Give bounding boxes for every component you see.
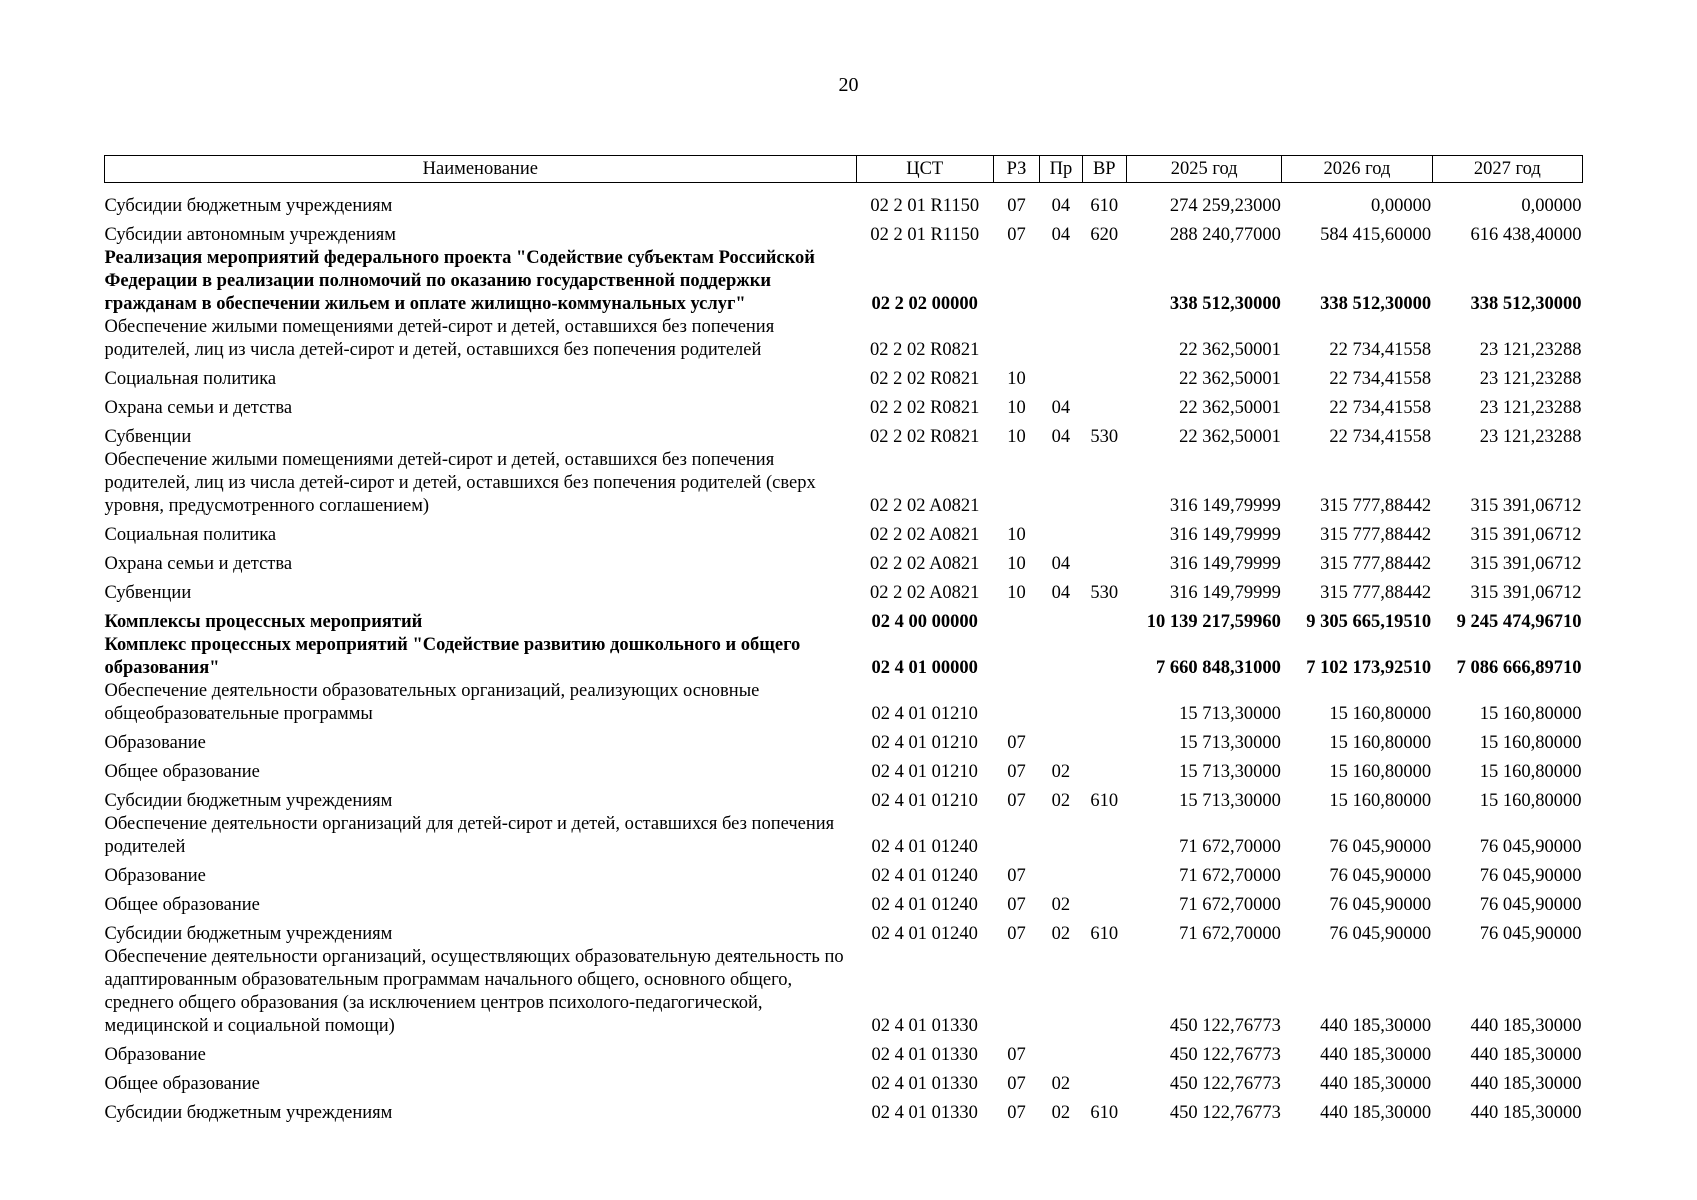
cell-2025: 71 672,70000 xyxy=(1179,866,1281,886)
cell-2025: 7 660 848,31000 xyxy=(1155,658,1281,678)
header-2026: 2026 год xyxy=(1282,156,1432,183)
cell-2027: 15 160,80000 xyxy=(1479,791,1582,811)
table-body xyxy=(105,183,1583,1126)
cell-2025: 450 122,76773 xyxy=(1169,1103,1281,1123)
cell-name: Обеспечение деятельности образовательных организаций, реализующих основные общеобразовательные программы xyxy=(104,681,760,724)
cell-rz: 07 xyxy=(1007,225,1026,245)
cell-vr: 620 xyxy=(1090,225,1119,245)
cell-2026: 22 734,41558 xyxy=(1329,369,1432,389)
cell-2026: 0,00000 xyxy=(1371,196,1432,216)
cell-rz: 07 xyxy=(1007,1074,1026,1094)
cell-vr xyxy=(1082,605,1126,634)
cell-cst: 02 4 01 01240 xyxy=(871,895,978,915)
cell-2025: 71 672,70000 xyxy=(1179,837,1281,857)
cell-name: Обеспечение жилыми помещениями детей-сирот и детей, оставшихся без попечения родителей, лиц из числа детей-сирот и детей, оставшихся без попечения родителей xyxy=(104,317,775,360)
cell-cst: 02 4 01 01210 xyxy=(871,704,978,724)
cell-vr xyxy=(1082,247,1126,316)
cell-name: Общее образование xyxy=(104,1074,260,1094)
cell-2026: 15 160,80000 xyxy=(1329,704,1432,724)
cell-pr: 02 xyxy=(1051,791,1071,811)
table-row xyxy=(105,576,1583,605)
cell-vr: 610 xyxy=(1090,924,1119,944)
cell-vr xyxy=(1082,316,1126,362)
cell-name: Субсидии автономным учреждениям xyxy=(104,225,396,245)
cell-2026: 440 185,30000 xyxy=(1320,1045,1432,1065)
table-row xyxy=(105,784,1583,813)
cell-2027: 315 391,06712 xyxy=(1470,496,1582,516)
cell-2026: 315 777,88442 xyxy=(1320,583,1432,603)
cell-2027: 315 391,06712 xyxy=(1470,554,1582,574)
cell-2026: 440 185,30000 xyxy=(1320,1074,1432,1094)
cell-2025: 316 149,79999 xyxy=(1169,583,1281,603)
table-row xyxy=(105,218,1583,247)
cell-2027: 440 185,30000 xyxy=(1470,1045,1582,1065)
table-row xyxy=(105,813,1583,859)
budget-table xyxy=(104,155,1583,1125)
cell-cst: 02 2 02 A0821 xyxy=(869,583,980,603)
table-row xyxy=(105,183,1583,219)
table-row xyxy=(105,859,1583,888)
cell-name: Субсидии бюджетным учреждениям xyxy=(104,196,393,216)
cell-name: Образование xyxy=(104,1045,206,1065)
cell-2027: 338 512,30000 xyxy=(1470,294,1582,314)
cell-2026: 76 045,90000 xyxy=(1329,895,1432,915)
cell-name: Обеспечение деятельности организаций, осуществляющих образовательную деятельность по адаптированным образовательным программам начального общего, основного общего, среднего общего образования (за исключением центров психолого-педагогической, медицинской и социальной помощи) xyxy=(104,947,844,1036)
cell-2026: 76 045,90000 xyxy=(1329,866,1432,886)
cell-2025: 274 259,23000 xyxy=(1169,196,1281,216)
cell-2026: 76 045,90000 xyxy=(1329,924,1432,944)
cell-pr: 04 xyxy=(1051,196,1071,216)
cell-pr xyxy=(1040,247,1082,316)
cell-rz: 07 xyxy=(1007,762,1026,782)
cell-2027: 315 391,06712 xyxy=(1470,525,1582,545)
table-row xyxy=(105,888,1583,917)
cell-vr xyxy=(1082,755,1126,784)
cell-vr xyxy=(1082,518,1126,547)
cell-name: Социальная политика xyxy=(104,369,277,389)
table-row xyxy=(105,316,1583,362)
cell-pr: 04 xyxy=(1051,225,1071,245)
cell-name: Образование xyxy=(104,733,206,753)
header-vr: ВР xyxy=(1082,156,1126,183)
cell-cst: 02 4 01 01330 xyxy=(871,1103,978,1123)
table-row xyxy=(105,634,1583,680)
cell-2026: 338 512,30000 xyxy=(1320,294,1432,314)
cell-2027: 15 160,80000 xyxy=(1479,762,1582,782)
header-name: Наименование xyxy=(105,156,857,183)
header-rz: РЗ xyxy=(993,156,1039,183)
cell-name: Субсидии бюджетным учреждениям xyxy=(104,924,393,944)
cell-pr: 02 xyxy=(1051,762,1071,782)
cell-pr xyxy=(1040,605,1082,634)
cell-rz xyxy=(993,680,1039,726)
cell-2027: 440 185,30000 xyxy=(1470,1103,1582,1123)
cell-2025: 450 122,76773 xyxy=(1169,1016,1281,1036)
cell-rz: 07 xyxy=(1007,733,1026,753)
cell-vr xyxy=(1082,1067,1126,1096)
cell-name: Субвенции xyxy=(104,583,192,603)
cell-pr: 02 xyxy=(1051,924,1071,944)
cell-2025: 288 240,77000 xyxy=(1169,225,1281,245)
cell-2025: 22 362,50001 xyxy=(1179,369,1281,389)
cell-vr xyxy=(1082,449,1126,518)
cell-2025: 316 149,79999 xyxy=(1169,496,1281,516)
cell-vr xyxy=(1082,813,1126,859)
cell-2027: 7 086 666,89710 xyxy=(1456,658,1582,678)
cell-vr: 530 xyxy=(1090,427,1119,447)
cell-rz: 07 xyxy=(1007,866,1026,886)
cell-cst: 02 4 01 01240 xyxy=(871,866,978,886)
table-row xyxy=(105,1096,1583,1125)
table-row xyxy=(105,547,1583,576)
cell-cst: 02 4 01 01330 xyxy=(871,1016,978,1036)
cell-name: Охрана семьи и детства xyxy=(104,554,293,574)
cell-pr xyxy=(1040,813,1082,859)
cell-2025: 316 149,79999 xyxy=(1169,554,1281,574)
cell-pr: 04 xyxy=(1051,398,1071,418)
cell-vr xyxy=(1082,946,1126,1038)
table-row xyxy=(105,247,1583,316)
cell-cst: 02 2 02 R0821 xyxy=(869,398,980,418)
cell-pr: 02 xyxy=(1051,895,1071,915)
cell-name: Комплекс процессных мероприятий "Содействие развитию дошкольного и общего образования" xyxy=(104,635,801,678)
cell-cst: 02 4 01 01330 xyxy=(871,1045,978,1065)
cell-2025: 450 122,76773 xyxy=(1169,1074,1281,1094)
cell-pr: 04 xyxy=(1051,554,1071,574)
cell-pr xyxy=(1040,859,1082,888)
cell-name: Субвенции xyxy=(104,427,192,447)
cell-2026: 440 185,30000 xyxy=(1320,1016,1432,1036)
cell-2027: 76 045,90000 xyxy=(1479,837,1582,857)
cell-cst: 02 4 01 01210 xyxy=(871,733,978,753)
cell-2025: 22 362,50001 xyxy=(1179,398,1281,418)
cell-2027: 15 160,80000 xyxy=(1479,733,1582,753)
cell-2027: 76 045,90000 xyxy=(1479,866,1582,886)
table-row xyxy=(105,420,1583,449)
cell-2027: 76 045,90000 xyxy=(1479,895,1582,915)
cell-2026: 22 734,41558 xyxy=(1329,340,1432,360)
cell-rz xyxy=(993,316,1039,362)
table-row xyxy=(105,362,1583,391)
cell-rz: 10 xyxy=(1007,369,1026,389)
cell-rz: 07 xyxy=(1007,1045,1026,1065)
cell-cst: 02 4 00 00000 xyxy=(871,612,978,632)
cell-pr: 02 xyxy=(1051,1074,1071,1094)
cell-pr xyxy=(1040,449,1082,518)
cell-rz: 10 xyxy=(1007,398,1026,418)
cell-cst: 02 2 02 00000 xyxy=(871,294,978,314)
cell-vr xyxy=(1082,391,1126,420)
cell-2027: 23 121,23288 xyxy=(1479,369,1582,389)
header-pr: Пр xyxy=(1040,156,1082,183)
cell-pr xyxy=(1040,634,1082,680)
table-row xyxy=(105,605,1583,634)
header-cst: ЦСТ xyxy=(856,156,993,183)
cell-vr: 610 xyxy=(1090,791,1119,811)
cell-2025: 316 149,79999 xyxy=(1169,525,1281,545)
cell-cst: 02 4 01 01210 xyxy=(871,762,978,782)
table-row xyxy=(105,391,1583,420)
cell-cst: 02 2 02 R0821 xyxy=(869,340,980,360)
cell-cst: 02 2 02 A0821 xyxy=(869,554,980,574)
cell-2027: 23 121,23288 xyxy=(1479,398,1582,418)
cell-vr xyxy=(1082,859,1126,888)
cell-pr xyxy=(1040,1038,1082,1067)
cell-pr: 02 xyxy=(1051,1103,1071,1123)
cell-rz: 07 xyxy=(1007,196,1026,216)
cell-name: Субсидии бюджетным учреждениям xyxy=(104,1103,393,1123)
cell-2025: 10 139 217,59960 xyxy=(1146,612,1281,632)
cell-vr: 610 xyxy=(1090,196,1119,216)
cell-cst: 02 4 01 01210 xyxy=(871,791,978,811)
cell-2027: 9 245 474,96710 xyxy=(1456,612,1582,632)
cell-vr xyxy=(1082,680,1126,726)
cell-cst: 02 2 02 R0821 xyxy=(869,369,980,389)
table-row xyxy=(105,917,1583,946)
cell-2025: 338 512,30000 xyxy=(1169,294,1281,314)
cell-2025: 22 362,50001 xyxy=(1179,340,1281,360)
cell-name: Реализация мероприятий федерального проекта "Содействие субъектам Российской Федерации в реализации полномочий по оказанию государственной поддержки гражданам в обеспечении жильем и оплате жилищно-коммунальных услуг" xyxy=(104,248,815,314)
cell-2027: 315 391,06712 xyxy=(1470,583,1582,603)
cell-2026: 9 305 665,19510 xyxy=(1306,612,1432,632)
cell-rz xyxy=(993,247,1039,316)
cell-2027: 440 185,30000 xyxy=(1470,1016,1582,1036)
cell-pr xyxy=(1040,362,1082,391)
cell-rz: 07 xyxy=(1007,895,1026,915)
table-header-row xyxy=(105,156,1583,183)
cell-2025: 22 362,50001 xyxy=(1179,427,1281,447)
table-row xyxy=(105,449,1583,518)
cell-2025: 15 713,30000 xyxy=(1179,704,1281,724)
cell-pr xyxy=(1040,726,1082,755)
cell-2026: 22 734,41558 xyxy=(1329,427,1432,447)
cell-2027: 440 185,30000 xyxy=(1470,1074,1582,1094)
cell-cst: 02 2 01 R1150 xyxy=(870,196,980,216)
cell-2026: 315 777,88442 xyxy=(1320,554,1432,574)
cell-name: Обеспечение деятельности организаций для детей-сирот и детей, оставшихся без попечения родителей xyxy=(104,814,835,857)
cell-2027: 76 045,90000 xyxy=(1479,924,1582,944)
cell-cst: 02 2 02 A0821 xyxy=(869,525,980,545)
cell-2027: 0,00000 xyxy=(1521,196,1582,216)
cell-vr xyxy=(1082,547,1126,576)
cell-2025: 450 122,76773 xyxy=(1169,1045,1281,1065)
cell-vr xyxy=(1082,634,1126,680)
cell-2025: 71 672,70000 xyxy=(1179,895,1281,915)
cell-pr xyxy=(1040,680,1082,726)
cell-vr xyxy=(1082,1038,1126,1067)
cell-2026: 315 777,88442 xyxy=(1320,496,1432,516)
cell-rz: 07 xyxy=(1007,1103,1026,1123)
table-row xyxy=(105,726,1583,755)
cell-rz: 07 xyxy=(1007,924,1026,944)
cell-vr xyxy=(1082,362,1126,391)
cell-rz xyxy=(993,605,1039,634)
cell-rz: 10 xyxy=(1007,554,1026,574)
cell-rz: 10 xyxy=(1007,525,1026,545)
cell-2026: 76 045,90000 xyxy=(1329,837,1432,857)
table-row xyxy=(105,755,1583,784)
table-row xyxy=(105,680,1583,726)
cell-rz xyxy=(993,449,1039,518)
cell-2025: 15 713,30000 xyxy=(1179,762,1281,782)
cell-2026: 440 185,30000 xyxy=(1320,1103,1432,1123)
cell-cst: 02 4 01 01330 xyxy=(871,1074,978,1094)
cell-name: Обеспечение жилыми помещениями детей-сирот и детей, оставшихся без попечения родителей, лиц из числа детей-сирот и детей, оставшихся без попечения родителей (сверх уровня, предусмотренного соглашением) xyxy=(104,450,816,516)
table-row xyxy=(105,946,1583,1038)
cell-2026: 315 777,88442 xyxy=(1320,525,1432,545)
cell-2025: 71 672,70000 xyxy=(1179,924,1281,944)
cell-2026: 7 102 173,92510 xyxy=(1306,658,1432,678)
cell-2027: 616 438,40000 xyxy=(1470,225,1582,245)
cell-2027: 23 121,23288 xyxy=(1479,427,1582,447)
cell-2025: 15 713,30000 xyxy=(1179,733,1281,753)
table-row xyxy=(105,518,1583,547)
cell-vr xyxy=(1082,888,1126,917)
table-row xyxy=(105,1067,1583,1096)
cell-pr xyxy=(1040,316,1082,362)
cell-2026: 15 160,80000 xyxy=(1329,733,1432,753)
cell-cst: 02 2 02 R0821 xyxy=(869,427,980,447)
cell-name: Субсидии бюджетным учреждениям xyxy=(104,791,393,811)
header-2027: 2027 год xyxy=(1432,156,1582,183)
cell-name: Общее образование xyxy=(104,895,260,915)
cell-vr: 530 xyxy=(1090,583,1119,603)
cell-cst: 02 4 01 00000 xyxy=(871,658,978,678)
cell-pr xyxy=(1040,946,1082,1038)
cell-cst: 02 2 01 R1150 xyxy=(870,225,980,245)
cell-name: Образование xyxy=(104,866,206,886)
cell-name: Общее образование xyxy=(104,762,260,782)
cell-rz xyxy=(993,946,1039,1038)
header-2025: 2025 год xyxy=(1126,156,1281,183)
table-row xyxy=(105,1038,1583,1067)
cell-2026: 15 160,80000 xyxy=(1329,762,1432,782)
cell-cst: 02 2 02 A0821 xyxy=(869,496,980,516)
cell-pr: 04 xyxy=(1051,427,1071,447)
cell-2027: 23 121,23288 xyxy=(1479,340,1582,360)
cell-pr: 04 xyxy=(1051,583,1071,603)
cell-rz: 10 xyxy=(1007,427,1026,447)
page-number: 20 xyxy=(838,74,859,96)
cell-vr xyxy=(1082,726,1126,755)
cell-cst: 02 4 01 01240 xyxy=(871,924,978,944)
cell-2025: 15 713,30000 xyxy=(1179,791,1281,811)
cell-rz: 07 xyxy=(1007,791,1026,811)
cell-rz: 10 xyxy=(1007,583,1026,603)
cell-2026: 22 734,41558 xyxy=(1329,398,1432,418)
cell-rz xyxy=(993,813,1039,859)
cell-name: Охрана семьи и детства xyxy=(104,398,293,418)
cell-cst: 02 4 01 01240 xyxy=(871,837,978,857)
cell-vr: 610 xyxy=(1090,1103,1119,1123)
cell-name: Социальная политика xyxy=(104,525,277,545)
cell-rz xyxy=(993,634,1039,680)
cell-name: Комплексы процессных мероприятий xyxy=(104,612,423,632)
cell-2026: 15 160,80000 xyxy=(1329,791,1432,811)
cell-2027: 15 160,80000 xyxy=(1479,704,1582,724)
cell-2026: 584 415,60000 xyxy=(1320,225,1432,245)
cell-pr xyxy=(1040,518,1082,547)
